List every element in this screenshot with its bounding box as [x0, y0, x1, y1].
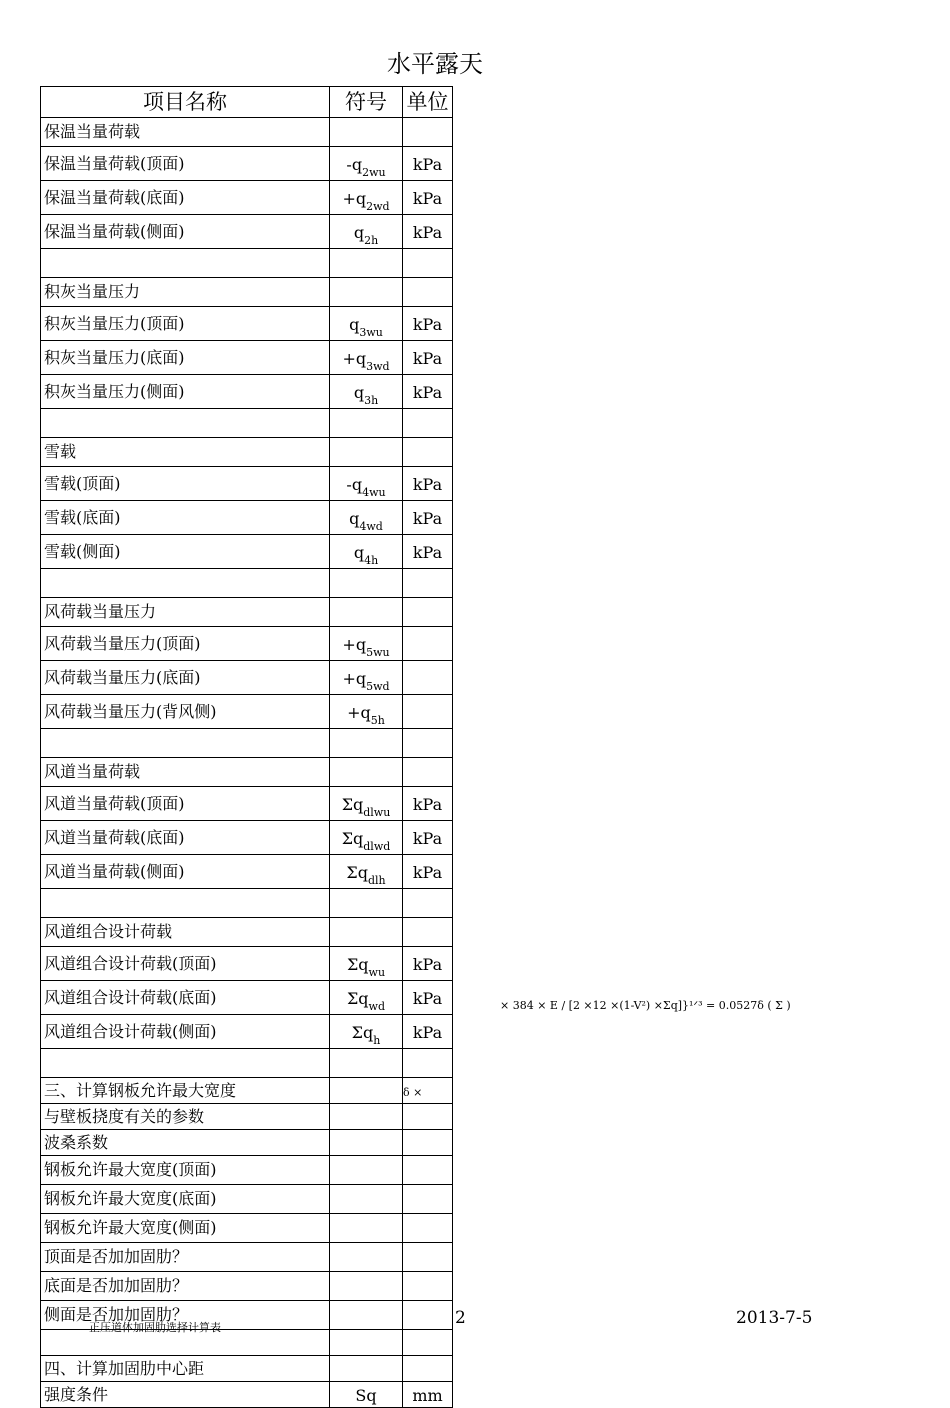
table-row	[41, 1104, 453, 1130]
row-item-name[interactable]	[41, 249, 330, 278]
table-row	[41, 947, 453, 981]
row-symbol[interactable]	[330, 1214, 403, 1243]
row-unit[interactable]: kPa	[403, 1015, 453, 1049]
row-symbol[interactable]	[330, 375, 403, 409]
row-unit[interactable]	[403, 598, 453, 627]
row-item-name[interactable]: 保温当量荷载	[41, 118, 330, 147]
symbol-subscript: wd	[368, 1000, 386, 1013]
row-unit[interactable]	[403, 1104, 453, 1130]
table-row	[41, 627, 453, 661]
footer-date: 2013-7-5	[736, 1308, 813, 1328]
table-row	[41, 855, 453, 889]
symbol-subscript: 3wu	[359, 326, 383, 339]
row-item-name[interactable]: 侧面是否加加固肋？	[41, 1301, 330, 1330]
table-row	[41, 1049, 453, 1078]
row-item-name[interactable]: 风道组合设计荷载(侧面)	[41, 1015, 330, 1049]
row-symbol[interactable]	[330, 855, 403, 889]
row-unit[interactable]	[403, 1301, 453, 1330]
symbol-subscript: 5wd	[366, 680, 390, 693]
table-row	[41, 787, 453, 821]
symbol-main: q	[353, 543, 365, 562]
symbol-subscript: dlwd	[363, 840, 391, 853]
row-item-name[interactable]: 风道组合设计荷载	[41, 918, 330, 947]
symbol-main: -q	[346, 155, 363, 174]
symbol-main: +q	[342, 189, 367, 208]
symbol-main: Sq	[355, 1386, 377, 1405]
row-item-name[interactable]: 风荷载当量压力(背风侧)	[41, 695, 330, 729]
row-symbol[interactable]	[330, 1130, 403, 1156]
row-item-name[interactable]: 四、计算加固肋中心距	[41, 1356, 330, 1382]
page-number: 2	[455, 1308, 466, 1328]
row-symbol[interactable]	[330, 341, 403, 375]
row-symbol[interactable]	[330, 1185, 403, 1214]
row-symbol[interactable]	[330, 1356, 403, 1382]
row-symbol[interactable]	[330, 467, 403, 501]
row-item-name[interactable]: 风荷载当量压力(顶面)	[41, 627, 330, 661]
symbol-main: Σq	[346, 863, 368, 882]
row-item-name[interactable]: 积灰当量压力	[41, 278, 330, 307]
row-item-name[interactable]: 雪载(底面)	[41, 501, 330, 535]
row-unit[interactable]	[403, 249, 453, 278]
row-symbol[interactable]	[330, 501, 403, 535]
row-symbol[interactable]	[330, 535, 403, 569]
row-symbol[interactable]	[330, 215, 403, 249]
table-row	[41, 118, 453, 147]
row-unit[interactable]	[403, 695, 453, 729]
table-row	[41, 147, 453, 181]
row-unit[interactable]: kPa	[403, 375, 453, 409]
row-unit[interactable]: kPa	[403, 501, 453, 535]
table-row	[41, 249, 453, 278]
table-row	[41, 215, 453, 249]
row-item-name[interactable]: 风道当量荷载	[41, 758, 330, 787]
row-symbol[interactable]	[330, 1078, 403, 1104]
row-symbol[interactable]	[330, 947, 403, 981]
header-item-name: 项目名称	[41, 87, 330, 118]
row-symbol[interactable]	[330, 1301, 403, 1330]
row-symbol[interactable]	[330, 1330, 403, 1356]
table-row	[41, 889, 453, 918]
symbol-main: q	[353, 223, 365, 242]
row-item-name[interactable]: 波桑系数	[41, 1130, 330, 1156]
table-row	[41, 1382, 453, 1408]
sheet-title: 水平露天	[387, 50, 483, 78]
row-unit[interactable]	[403, 118, 453, 147]
table-row	[41, 569, 453, 598]
row-unit[interactable]	[403, 627, 453, 661]
symbol-main: -q	[346, 475, 363, 494]
row-unit[interactable]	[403, 729, 453, 758]
row-symbol[interactable]	[330, 661, 403, 695]
table-row	[41, 1272, 453, 1301]
row-item-name[interactable]: 保温当量荷载(侧面)	[41, 215, 330, 249]
row-item-name[interactable]: 风道当量荷载(底面)	[41, 821, 330, 855]
table-row	[41, 467, 453, 501]
table-row	[41, 1356, 453, 1382]
symbol-subscript: 4wd	[359, 520, 383, 533]
row-unit[interactable]: kPa	[403, 341, 453, 375]
symbol-main: q	[349, 509, 360, 528]
row-symbol[interactable]	[330, 695, 403, 729]
row-item-name[interactable]: 与壁板挠度有关的参数	[41, 1104, 330, 1130]
row-unit[interactable]: kPa	[403, 787, 453, 821]
row-item-name[interactable]: 风道当量荷载(顶面)	[41, 787, 330, 821]
row-unit[interactable]: δ ×	[403, 1078, 453, 1104]
row-item-name[interactable]: 钢板允许最大宽度(顶面)	[41, 1156, 330, 1185]
row-item-name[interactable]: 雪载(侧面)	[41, 535, 330, 569]
symbol-subscript: dlwu	[363, 806, 391, 819]
row-symbol[interactable]	[330, 1049, 403, 1078]
row-symbol[interactable]	[330, 569, 403, 598]
symbol-subscript: wu	[368, 966, 386, 979]
table-row	[41, 535, 453, 569]
symbol-subscript: 2wd	[366, 200, 390, 213]
row-unit[interactable]: kPa	[403, 981, 453, 1015]
symbol-main: Σq	[341, 829, 364, 848]
row-unit[interactable]	[403, 661, 453, 695]
symbol-main: +q	[342, 635, 367, 654]
symbol-main: +q	[347, 703, 371, 722]
row-item-name[interactable]	[41, 409, 330, 438]
table-row	[41, 729, 453, 758]
row-item-name[interactable]: 积灰当量压力(侧面)	[41, 375, 330, 409]
row-unit[interactable]	[403, 1272, 453, 1301]
table-row	[41, 1214, 453, 1243]
row-unit[interactable]: kPa	[403, 147, 453, 181]
table-row	[41, 409, 453, 438]
row-symbol[interactable]	[330, 181, 403, 215]
symbol-subscript: 3h	[364, 394, 379, 407]
table-row	[41, 598, 453, 627]
table-row	[41, 1078, 453, 1104]
symbol-subscript: 2wu	[362, 166, 386, 179]
symbol-main: q	[349, 315, 360, 334]
table-row	[41, 438, 453, 467]
row-symbol[interactable]	[330, 627, 403, 661]
row-symbol[interactable]	[330, 1015, 403, 1049]
row-unit[interactable]: kPa	[403, 855, 453, 889]
table-row	[41, 1015, 453, 1049]
symbol-subscript: 5h	[370, 714, 385, 727]
row-item-name[interactable]: 风荷载当量压力(底面)	[41, 661, 330, 695]
row-item-name[interactable]	[41, 569, 330, 598]
symbol-main: Σq	[346, 955, 369, 974]
row-unit[interactable]: kPa	[403, 215, 453, 249]
table-row	[41, 341, 453, 375]
row-unit[interactable]	[403, 1185, 453, 1214]
row-symbol[interactable]	[330, 249, 403, 278]
symbol-subscript: 2h	[364, 234, 379, 247]
row-symbol[interactable]	[330, 918, 403, 947]
row-unit[interactable]	[403, 918, 453, 947]
row-symbol[interactable]	[330, 118, 403, 147]
row-item-name[interactable]: 雪载(顶面)	[41, 467, 330, 501]
table-row	[41, 1185, 453, 1214]
symbol-subscript: h	[373, 1034, 381, 1047]
row-unit[interactable]	[403, 438, 453, 467]
row-item-name[interactable]: 底面是否加加固肋？	[41, 1272, 330, 1301]
symbol-subscript: 4wu	[362, 486, 386, 499]
row-unit[interactable]: kPa	[403, 307, 453, 341]
table-row	[41, 375, 453, 409]
table-row	[41, 501, 453, 535]
row-item-name[interactable]: 风荷载当量压力	[41, 598, 330, 627]
row-unit[interactable]	[403, 1156, 453, 1185]
row-unit[interactable]	[403, 1356, 453, 1382]
calc-table	[40, 86, 453, 1408]
row-symbol[interactable]	[330, 409, 403, 438]
row-item-name[interactable]: 积灰当量压力(顶面)	[41, 307, 330, 341]
table-row	[41, 981, 453, 1015]
table-row	[41, 758, 453, 787]
row-symbol[interactable]	[330, 729, 403, 758]
table-row	[41, 695, 453, 729]
row-symbol[interactable]	[330, 278, 403, 307]
row-symbol[interactable]	[330, 147, 403, 181]
row-symbol[interactable]	[330, 598, 403, 627]
row-item-name[interactable]: 钢板允许最大宽度(侧面)	[41, 1214, 330, 1243]
symbol-main: q	[353, 383, 365, 402]
row-unit[interactable]	[403, 889, 453, 918]
row-item-name[interactable]: 积灰当量压力(底面)	[41, 341, 330, 375]
row-symbol[interactable]	[330, 889, 403, 918]
table-row	[41, 1243, 453, 1272]
row-unit[interactable]	[403, 1214, 453, 1243]
table-header-row	[41, 87, 453, 118]
row-item-name[interactable]: 保温当量荷载(底面)	[41, 181, 330, 215]
row-item-name[interactable]: 风道组合设计荷载(底面)	[41, 981, 330, 1015]
row-item-name[interactable]: 钢板允许最大宽度(底面)	[41, 1185, 330, 1214]
table-row	[41, 1156, 453, 1185]
row-unit[interactable]	[403, 1243, 453, 1272]
header-symbol: 符号	[330, 87, 403, 118]
row-symbol[interactable]	[330, 981, 403, 1015]
row-unit[interactable]: kPa	[403, 467, 453, 501]
symbol-main: Σq	[341, 795, 364, 814]
row-unit[interactable]	[403, 1130, 453, 1156]
row-item-name[interactable]: 风道组合设计荷载(顶面)	[41, 947, 330, 981]
row-symbol[interactable]	[330, 787, 403, 821]
symbol-main: Σq	[346, 989, 369, 1008]
table-row	[41, 821, 453, 855]
row-symbol[interactable]	[330, 1272, 403, 1301]
table-row	[41, 307, 453, 341]
row-unit[interactable]: kPa	[403, 947, 453, 981]
row-item-name[interactable]	[41, 1049, 330, 1078]
row-symbol[interactable]	[330, 1382, 403, 1408]
table-row	[41, 1130, 453, 1156]
row-symbol[interactable]	[330, 307, 403, 341]
deflection-formula: × 384 × E / [2 ×12 ×(1-V²) ×Σq]}¹ᐟ³ = 0.0527δ ( Σ )	[500, 999, 791, 1012]
footer-sheet-name: 正压道体加固肋选择计算表	[89, 1321, 221, 1334]
row-symbol[interactable]	[330, 1156, 403, 1185]
row-symbol[interactable]	[330, 1104, 403, 1130]
row-unit[interactable]	[403, 409, 453, 438]
row-item-name[interactable]	[41, 729, 330, 758]
row-item-name[interactable]: 三、计算钢板允许最大宽度	[41, 1078, 330, 1104]
row-unit[interactable]: mm	[403, 1382, 453, 1408]
symbol-subscript: 4h	[364, 554, 379, 567]
symbol-subscript: 3wd	[366, 360, 390, 373]
table-row	[41, 661, 453, 695]
row-item-name[interactable]: 顶面是否加加固肋？	[41, 1243, 330, 1272]
row-item-name[interactable]: 风道当量荷载(侧面)	[41, 855, 330, 889]
row-unit[interactable]	[403, 758, 453, 787]
row-unit[interactable]	[403, 278, 453, 307]
row-item-name[interactable]: 雪载	[41, 438, 330, 467]
row-unit[interactable]	[403, 569, 453, 598]
row-item-name[interactable]: 强度条件	[41, 1382, 330, 1408]
symbol-main: Σq	[351, 1023, 374, 1042]
symbol-subscript: dlh	[367, 874, 386, 887]
row-symbol[interactable]	[330, 438, 403, 467]
table-row	[41, 278, 453, 307]
table-row	[41, 918, 453, 947]
symbol-main: +q	[342, 669, 367, 688]
header-unit: 单位	[403, 87, 453, 118]
row-item-name[interactable]: 保温当量荷载(顶面)	[41, 147, 330, 181]
row-unit[interactable]	[403, 1049, 453, 1078]
row-unit[interactable]: kPa	[403, 535, 453, 569]
symbol-subscript: 5wu	[366, 646, 390, 659]
symbol-main: +q	[342, 349, 367, 368]
row-symbol[interactable]	[330, 821, 403, 855]
table-row	[41, 181, 453, 215]
row-unit[interactable]: kPa	[403, 821, 453, 855]
row-symbol[interactable]	[330, 1243, 403, 1272]
row-symbol[interactable]	[330, 758, 403, 787]
row-unit[interactable]: kPa	[403, 181, 453, 215]
row-item-name[interactable]	[41, 889, 330, 918]
row-unit[interactable]	[403, 1330, 453, 1356]
